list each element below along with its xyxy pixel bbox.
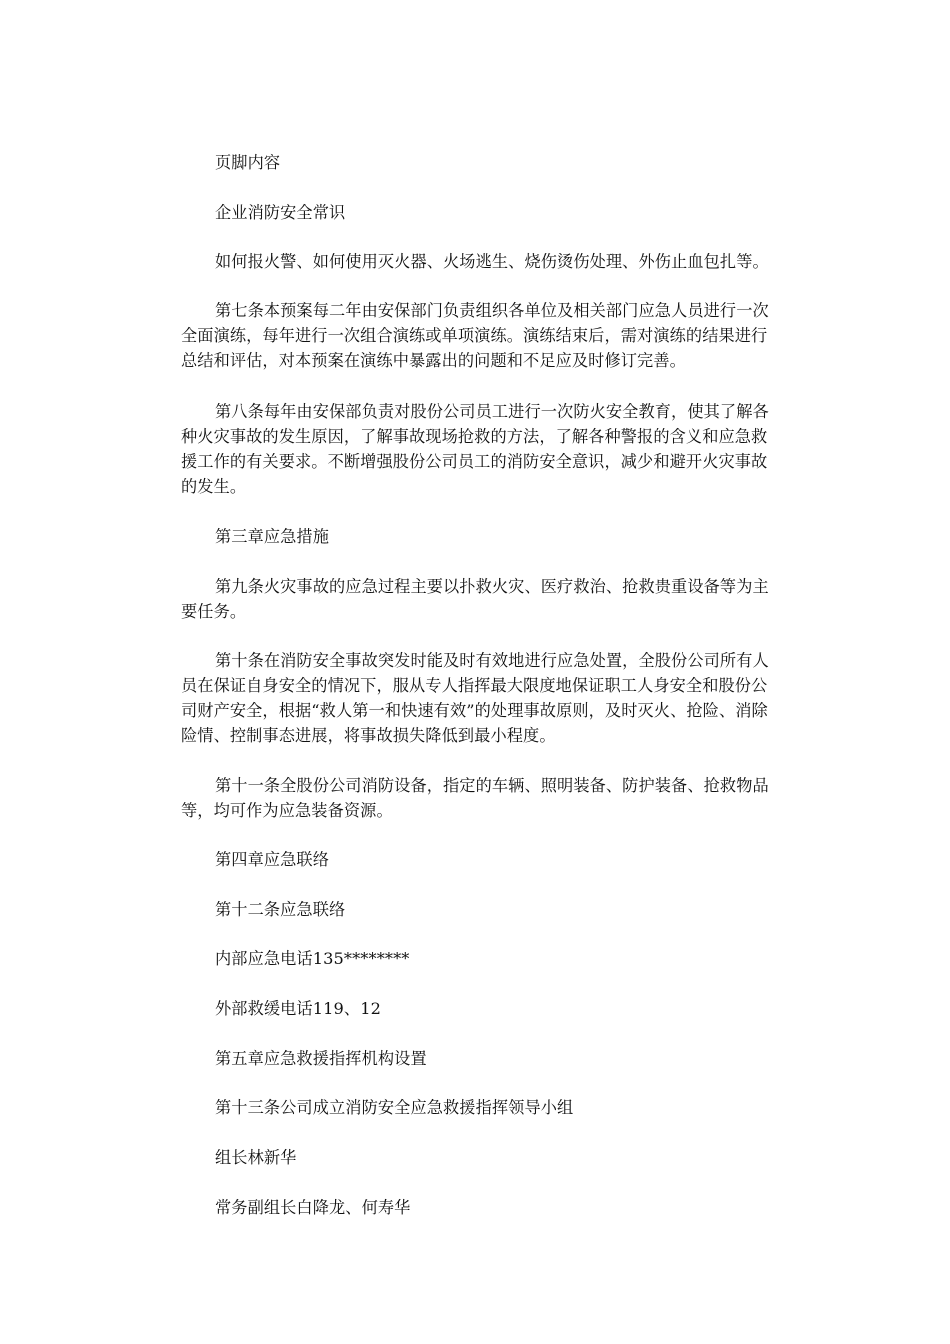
paragraph-article-10: 第十条在消防安全事故突发时能及时有效地进行应急处置，全股份公司所有人员在保证自身安全的情况下，服从专人指挥最大限度地保证职工人身安全和股份公司财产安全，根据“救人第一和快速有效”的处理事故原则，及时灭火、抢险、消除险情、控制事态进展，将事故损失降低到最小程度。 xyxy=(181,651,769,745)
paragraph-article-7: 第七条本预案每二年由安保部门负责组织各单位及相关部门应急人员进行一次全面演练，每年进行一次组合演练或单项演练。演练结束后，需对演练的结果进行总结和评估，对本预案在演练中暴露出的问题和不足应及时修订完善。 xyxy=(181,301,769,370)
paragraph-article-11: 第十一条全股份公司消防设备，指定的车辆、照明装备、防护装备、抢救物品等，均可作为应急装备资源。 xyxy=(181,776,769,820)
chapter-4-heading: 第四章应急联络 xyxy=(215,850,330,869)
section-title-fire-safety: 企业消防安全常识 xyxy=(215,203,346,222)
footer-content-label: 页脚内容 xyxy=(215,153,281,172)
deputy-leader-line: 常务副组长白降龙、何寿华 xyxy=(215,1198,411,1217)
paragraph-article-8: 第八条每年由安保部负责对股份公司员工进行一次防火安全教育，使其了解各种火灾事故的发生原因，了解事故现场抢救的方法，了解各种警报的含义和应急救援工作的有关要求。不断增强股份公司员工的消防安全意识，减少和避开火灾事故的发生。 xyxy=(181,402,769,496)
chapter-5-heading: 第五章应急救援指挥机构设置 xyxy=(215,1049,427,1068)
paragraph-article-12: 第十二条应急联络 xyxy=(215,900,346,919)
paragraph-article-13: 第十三条公司成立消防安全应急救援指挥领导小组 xyxy=(215,1098,574,1117)
chapter-3-heading: 第三章应急措施 xyxy=(215,527,330,546)
internal-emergency-phone: 内部应急电话135******** xyxy=(215,949,410,968)
paragraph-article-9: 第九条火灾事故的应急过程主要以扑救火灾、医疗救治、抢救贵重设备等为主要任务。 xyxy=(181,577,769,621)
external-rescue-phone: 外部救缓电话119、12 xyxy=(215,999,382,1018)
paragraph-fire-knowledge: 如何报火警、如何使用灭火器、火场逃生、烧伤烫伤处理、外伤止血包扎等。 xyxy=(215,252,769,271)
group-leader-line: 组长林新华 xyxy=(215,1148,297,1167)
